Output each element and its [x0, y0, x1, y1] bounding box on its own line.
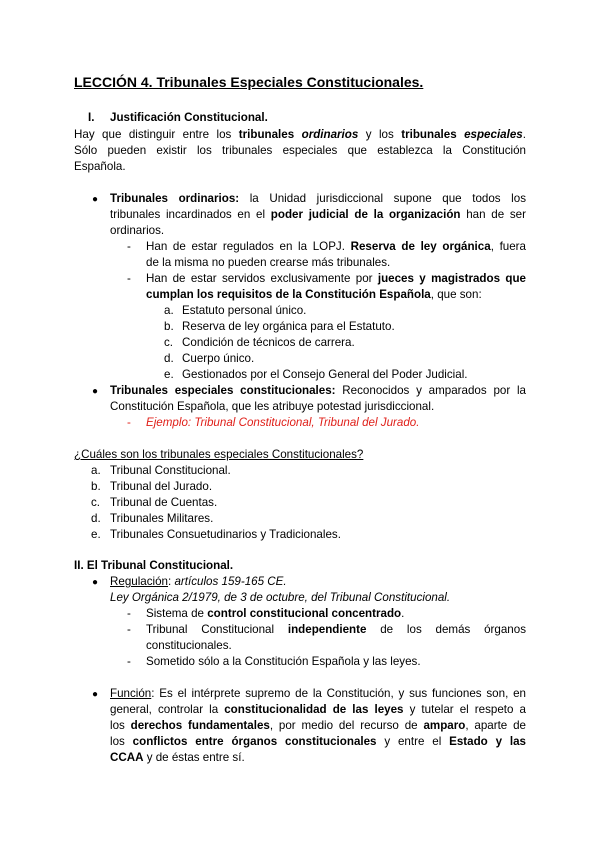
- sub-sub-marker: c.: [164, 336, 174, 349]
- paragraph-line: Hay que distinguir entre los tribunales ordinarios y los tribunales especiales.: [74, 128, 526, 141]
- sub-sub-item: Cuerpo único.: [182, 352, 255, 365]
- list-item: Tribunales Militares.: [110, 512, 214, 525]
- funcion-line: Función: Es el intérprete supremo de la Constitución, y sus funciones son, en: [110, 687, 526, 700]
- list-marker: a.: [91, 464, 101, 477]
- funcion-line: CCAA y de éstas entre sí.: [110, 751, 245, 764]
- list-item: Tribunales Consuetudinarios y Tradicionales.: [110, 528, 341, 541]
- list-marker: c.: [91, 496, 101, 509]
- bullet-icon: ●: [92, 689, 99, 700]
- example-text: Ejemplo: Tribunal Constitucional, Tribunal del Jurado.: [146, 416, 420, 429]
- dash-icon: -: [127, 655, 131, 668]
- sub-sub-marker: b.: [164, 320, 174, 333]
- paragraph-line: Sólo pueden existir los tribunales especiales que establezca la Constitución: [74, 144, 526, 157]
- sub-item-line: cumplan los requisitos de la Constitución Española, que son:: [146, 288, 482, 301]
- sub-item-line: Sometido sólo a la Constitución Española y las leyes.: [146, 655, 421, 668]
- sub-sub-item: Gestionados por el Consejo General del Poder Judicial.: [182, 368, 468, 381]
- section-1-heading: Justificación Constitucional.: [110, 111, 268, 124]
- sub-item-line: Sistema de control constitucional concentrado.: [146, 607, 405, 620]
- funcion-line: los derechos fundamentales, por medio del recurso de amparo, aparte de: [110, 719, 526, 732]
- list-marker: b.: [91, 480, 101, 493]
- dash-icon: -: [127, 623, 131, 636]
- list-item: Tribunal de Cuentas.: [110, 496, 218, 509]
- regulacion-line: Regulación: artículos 159-165 CE.: [110, 575, 287, 588]
- sub-item-line: constitucionales.: [146, 639, 232, 652]
- list-item-especiales: Tribunales especiales constitucionales: Reconocidos y amparados por la: [110, 384, 526, 397]
- dash-icon: -: [127, 416, 131, 429]
- dash-icon: -: [127, 272, 131, 285]
- paragraph-line: Española.: [74, 160, 126, 173]
- sub-item-line: Han de estar regulados en la LOPJ. Reserva de ley orgánica, fuera: [146, 240, 526, 253]
- list-item-line: tribunales incardinados en el poder judicial de la organización han de ser: [110, 208, 526, 221]
- sub-sub-marker: a.: [164, 304, 174, 317]
- regulacion-law: Ley Orgánica 2/1979, de 3 de octubre, del Tribunal Constitucional.: [110, 591, 451, 604]
- list-item-ordinarios: Tribunales ordinarios: la Unidad jurisdiccional supone que todos los: [110, 192, 526, 205]
- list-item-line: ordinarios.: [110, 224, 165, 237]
- sub-item-line: Tribunal Constitucional independiente de los demás órganos: [146, 623, 526, 636]
- sub-item-line: Han de estar servidos exclusivamente por jueces y magistrados que: [146, 272, 526, 285]
- funcion-line: general, controlar la constitucionalidad de las leyes y tutelar el respeto a: [110, 703, 526, 716]
- bullet-icon: ●: [92, 577, 99, 588]
- sub-item-line: de la misma no pueden crearse más tribunales.: [146, 256, 391, 269]
- dash-icon: -: [127, 240, 131, 253]
- list-marker: d.: [91, 512, 101, 525]
- page-title: LECCIÓN 4. Tribunales Especiales Constitucionales.: [74, 74, 424, 90]
- bullet-icon: ●: [92, 386, 99, 397]
- section-1-number: I.: [88, 111, 95, 124]
- list-item: Tribunal Constitucional.: [110, 464, 231, 477]
- sub-sub-item: Condición de técnicos de carrera.: [182, 336, 355, 349]
- list-marker: e.: [91, 528, 101, 541]
- sub-sub-marker: d.: [164, 352, 174, 365]
- section-2-heading: II. El Tribunal Constitucional.: [74, 559, 234, 572]
- sub-sub-marker: e.: [164, 368, 174, 381]
- question-heading: ¿Cuáles son los tribunales especiales Constitucionales?: [74, 448, 364, 461]
- funcion-line: los conflictos entre órganos constitucionales y entre el Estado y las: [110, 735, 527, 748]
- list-item: Tribunal del Jurado.: [110, 480, 213, 493]
- sub-sub-item: Reserva de ley orgánica para el Estatuto.: [182, 320, 395, 333]
- bullet-icon: ●: [92, 194, 99, 205]
- sub-sub-item: Estatuto personal único.: [182, 304, 307, 317]
- dash-icon: -: [127, 607, 131, 620]
- list-item-line: Constitución Española, que les atribuye potestad jurisdiccional.: [110, 400, 435, 413]
